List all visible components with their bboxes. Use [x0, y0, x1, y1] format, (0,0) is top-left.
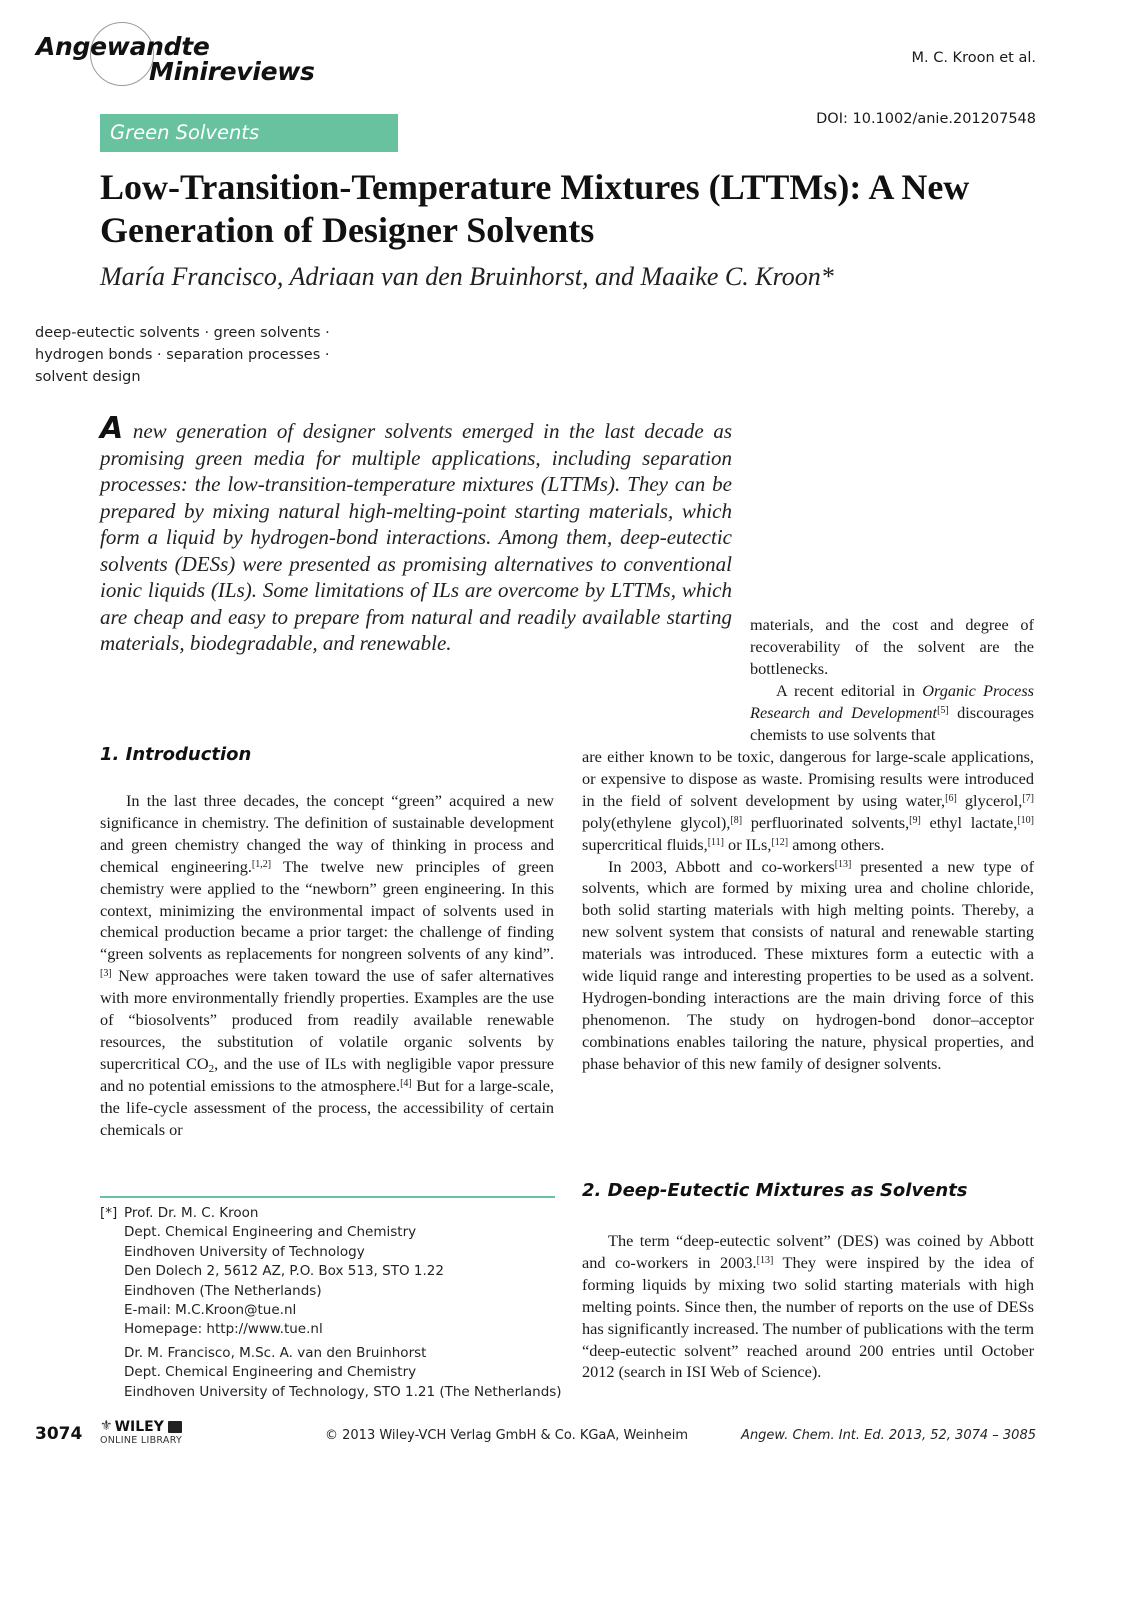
left-column: [100, 790, 554, 1141]
doi[interactable]: DOI: 10.1002/anie.201207548: [816, 111, 1036, 127]
paragraph: materials, and the cost and degree of recoverability of the solvent are the bottlenecks.: [750, 615, 1034, 678]
citation-ref[interactable]: [4]: [400, 1077, 412, 1089]
citation-ref[interactable]: [10]: [1017, 814, 1034, 826]
paragraph: The term “deep-eutectic solvent” (DES) was coined by Abbott and co-workers in 2003.[13] They were inspired by the idea of forming liquids by mixing two solid starting materials with high melting points. Since then, the number of reports on the use of DESs has significantly increased. The number of publications with the term “deep-eutectic solvent” reached around 200 entries until October 2012 (search in ISI Web of Science).: [582, 1231, 1035, 1382]
affiliation-line: Eindhoven University of Technology: [124, 1243, 365, 1260]
affiliation-line: Dr. M. Francisco, M.Sc. A. van den Bruinhorst: [124, 1344, 427, 1361]
book-icon: [168, 1421, 182, 1433]
paragraph: In 2003, Abbott and co-workers[13] presented a new type of solvents, which are formed by mixing urea and choline chloride, both solid starting materials with high melting points. Thereby, a new solvent system that consists of natural and renewable starting materials was introduced. These mixtures form a eutectic with a wide liquid range and interesting properties to be used as a solvent. Hydrogen-bonding interactions are the main driving force of this phenomenon. The study on hydrogen-bond donor–acceptor combinations enables tailoring the nature, physical properties, and phase behavior of this new family of designer solvents.: [582, 856, 1034, 1073]
subscript: 2: [208, 1062, 215, 1075]
footnote-mark: [*]: [100, 1205, 118, 1221]
section-2-text: [582, 1230, 1034, 1383]
citation-ref[interactable]: [13]: [834, 858, 852, 870]
citation-ref[interactable]: [8]: [730, 814, 743, 826]
abstract-text: new generation of designer solvents emerged in the last decade as promising green media for multiple applications, including separation processes: the low-transition-temperature mixtures (LTTMs). They can be prepared by mixing natural high-melting-point starting materials, which form a liquid by hydrogen-bond interactions. Among them, deep-eutectic solvents (DESs) were presented as promising alternatives to conventional ionic liquids (ILs). Some limitations of ILs are overcome by LTTMs, which are cheap and easy to prepare from natural and readily available starting materials, biodegradable, and renewable.: [100, 419, 732, 655]
copyright: © 2013 Wiley-VCH Verlag GmbH & Co. KGaA, Weinheim: [325, 1428, 689, 1443]
citation-ref[interactable]: [12]: [771, 836, 789, 848]
footnote-divider: [100, 1196, 555, 1198]
article-authors: María Francisco, Adriaan van den Bruinhorst, and Maaike C. Kroon*: [100, 262, 834, 291]
citation-ref[interactable]: [1,2]: [251, 858, 272, 870]
keywords: [35, 322, 365, 388]
affiliation-line: Dept. Chemical Engineering and Chemistry: [124, 1224, 417, 1241]
citation-ref[interactable]: [13]: [756, 1254, 774, 1266]
affiliation-line: Eindhoven University of Technology, STO 1.21 (The Netherlands): [124, 1383, 562, 1400]
citation-ref[interactable]: [6]: [945, 792, 957, 804]
publisher-name: WILEY: [114, 1418, 164, 1435]
page-number: 3074: [35, 1424, 83, 1444]
journal-reference: Organic Process Research and Development: [750, 680, 1034, 722]
article-title: Low-Transition-Temperature Mixtures (LTTMs): A New Generation of Designer Solvents: [100, 167, 970, 250]
homepage-link[interactable]: Homepage: http://www.tue.nl: [124, 1321, 323, 1338]
running-head-authors: M. C. Kroon et al.: [911, 50, 1036, 66]
email-link[interactable]: E-mail: M.C.Kroon@tue.nl: [124, 1302, 297, 1319]
footnote-affiliations: [124, 1204, 560, 1402]
abstract: [100, 411, 732, 657]
author-footnote: [100, 1204, 560, 1402]
affiliation-line: Eindhoven (The Netherlands): [124, 1282, 322, 1299]
citation-ref[interactable]: [7]: [1022, 792, 1034, 804]
keywords-line: hydrogen bonds · separation processes ·: [35, 347, 330, 363]
citation-ref[interactable]: [5]: [937, 704, 949, 716]
paragraph: A recent editorial in Organic Process Research and Development[5] discourages chemists to use solvents that: [750, 680, 1034, 744]
paragraph: are either known to be toxic, dangerous for large-scale applications, or expensive to dispose as waste. Promising results were introduced in the field of solvent development by using water,[6] glycerol,[7] poly(ethylene glycol),[8] perfluorinated solvents,[9] ethyl lactate,[10] supercritical fluids,[11] or ILs,[12] among others.: [582, 747, 1034, 854]
journal-logo: [36, 22, 315, 92]
journal-citation: Angew. Chem. Int. Ed. 2013, 52, 3074 – 3085: [741, 1428, 1036, 1443]
citation-ref[interactable]: [11]: [707, 836, 724, 848]
section-heading-deep-eutectic: 2. Deep-Eutectic Mixtures as Solvents: [582, 1180, 968, 1201]
section-banner: Green Solvents: [100, 114, 398, 152]
paragraph: In the last three decades, the concept “green” acquired a new significance in chemistry. The definition of sustainable development and green chemistry changed the way of thinking in process and chemical engineering.[1,2] The twelve new principles of green chemistry were applied to the “newborn” green engineering. In this context, minimizing the environmental impact of solvents used in chemical production became a prior target: the challenge of finding “green solvents as replacements for nongreen solvents of any kind”.[3] New approaches were taken toward the use of safer alternatives with more environmentally friendly properties. Examples are the use of “biosolvents” produced from readily available renewable resources, the substitution of volatile organic solvents by supercritical $CO_2$, and the use of ILs with negligible vapor pressure and no potential emissions to the atmosphere.[4] But for a large-scale, the life-cycle assessment of the process, the accessibility of certain chemicals or: [100, 791, 555, 1139]
keywords-line: solvent design: [35, 369, 141, 385]
right-column: [582, 746, 1034, 1075]
section-heading-introduction: 1. Introduction: [100, 744, 252, 765]
journal-name-line2: Minireviews: [149, 57, 315, 86]
publisher-sub: ONLINE LIBRARY: [100, 1435, 183, 1446]
keywords-line: deep-eutectic solvents · green solvents ·: [35, 325, 330, 341]
wiley-mark-icon: ⚜: [100, 1419, 113, 1434]
affiliation-line: Dept. Chemical Engineering and Chemistry: [124, 1364, 417, 1381]
affiliation-line: Prof. Dr. M. C. Kroon: [124, 1205, 259, 1221]
citation-ref[interactable]: [3]: [100, 968, 112, 980]
affiliation-line: Den Dolech 2, 5612 AZ, P.O. Box 513, STO 1.22: [124, 1263, 444, 1280]
right-column-top: [750, 614, 1034, 745]
journal-name-line1: Angewandte: [36, 32, 210, 61]
citation-ref[interactable]: [9]: [909, 814, 921, 826]
publisher-logo: [100, 1418, 220, 1450]
abstract-dropcap: A: [100, 411, 124, 446]
